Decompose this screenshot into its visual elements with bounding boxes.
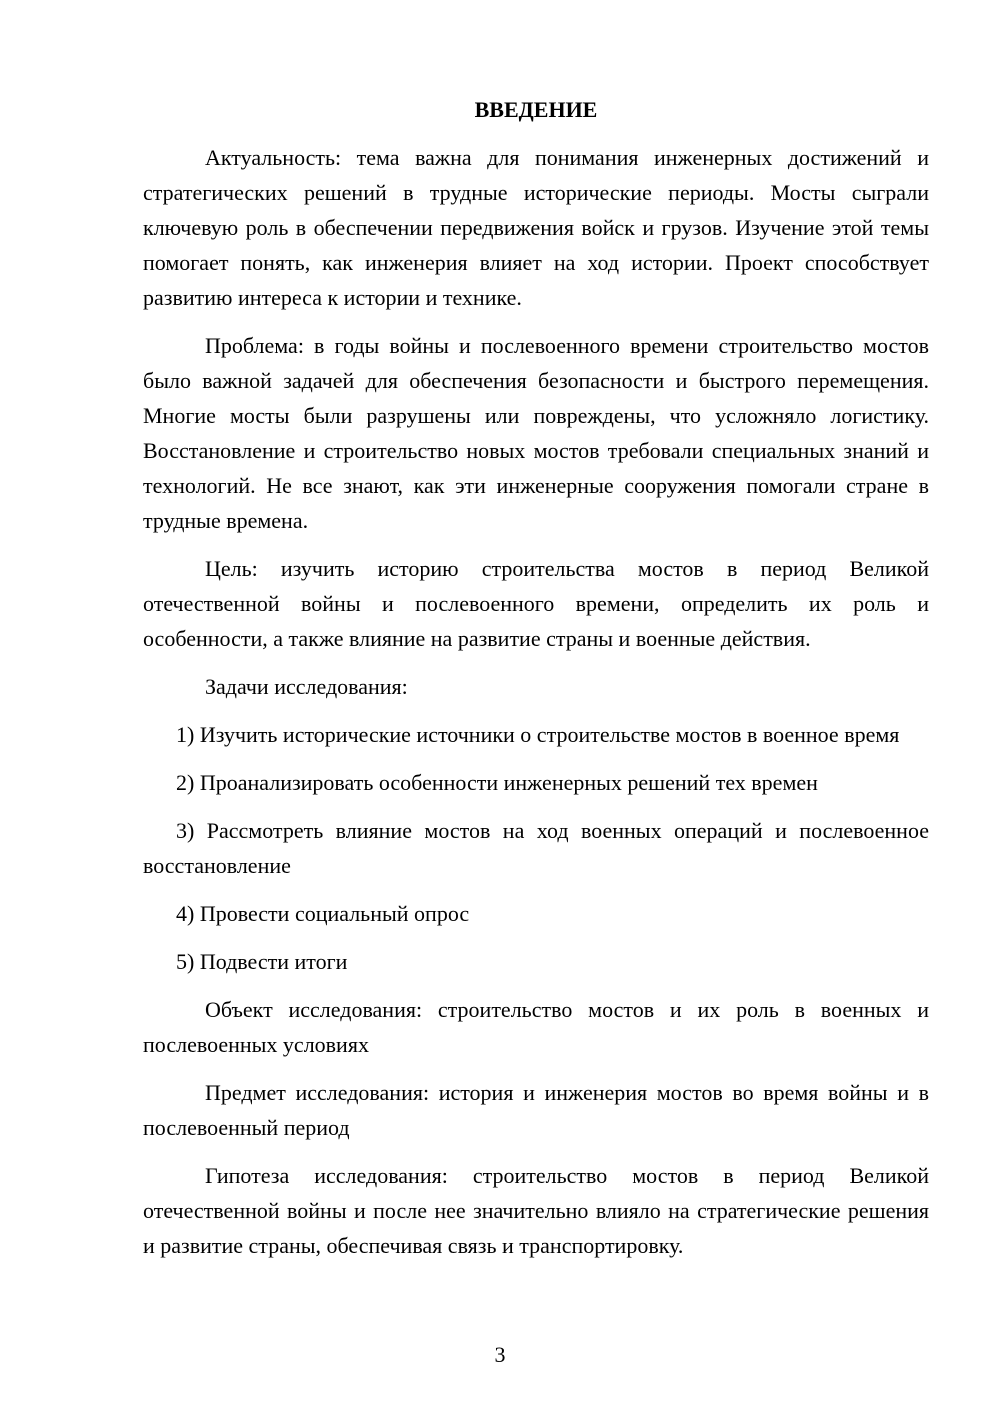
paragraph-obekt: Объект исследования: строительство мостов и их роль в военных и послевоенных условиях [143,997,929,1057]
list-item-1: 1) Изучить исторические источники о строительстве мостов в военное время [176,722,900,747]
paragraph-problema: Проблема: в годы войны и послевоенного времени строительство мостов было важной задачей для обеспечения безопасности и быстрого перемещения. Многие мосты были разрушены или повреждены, что усложняло логистику. Восстановление и строительство новых мостов требовали специальных знаний и технологий. Не все знают, как эти инженерные сооружения помогали стране в трудные времена. [143,333,929,533]
list-item-3: 3) Рассмотреть влияние мостов на ход военных операций и послевоенное восстановление [143,818,929,878]
paragraph-aktualnost: Актуальность: тема важна для понимания инженерных достижений и стратегических решений в трудные исторические периоды. Мосты сыграли ключевую роль в обеспечении передвижения войск и грузов. Изучение этой темы помогает понять, как инженерия влияет на ход истории. Проект способствует развитию интереса к истории и технике. [143,145,929,310]
paragraph-predmet: Предмет исследования: история и инженерия мостов во время войны и в послевоенный период [143,1080,929,1140]
list-item-5: 5) Подвести итоги [176,949,348,974]
page-title: ВВЕДЕНИЕ [474,97,598,122]
page-number: 3 [494,1342,506,1367]
list-item-4: 4) Провести социальный опрос [176,901,470,926]
list-item-2: 2) Проанализировать особенности инженерных решений тех времен [176,770,818,795]
paragraph-tsel: Цель: изучить историю строительства мостов в период Великой отечественной войны и послевоенного времени, определить их роль и особенности, а также влияние на развитие страны и военные действия. [143,556,929,651]
paragraph-gipoteza: Гипотеза исследования: строительство мостов в период Великой отечественной войны и после нее значительно влияло на стратегические решения и развитие страны, обеспечивая связь и транспортировку. [143,1163,929,1258]
paragraph-zadachi-heading: Задачи исследования: [205,674,408,699]
